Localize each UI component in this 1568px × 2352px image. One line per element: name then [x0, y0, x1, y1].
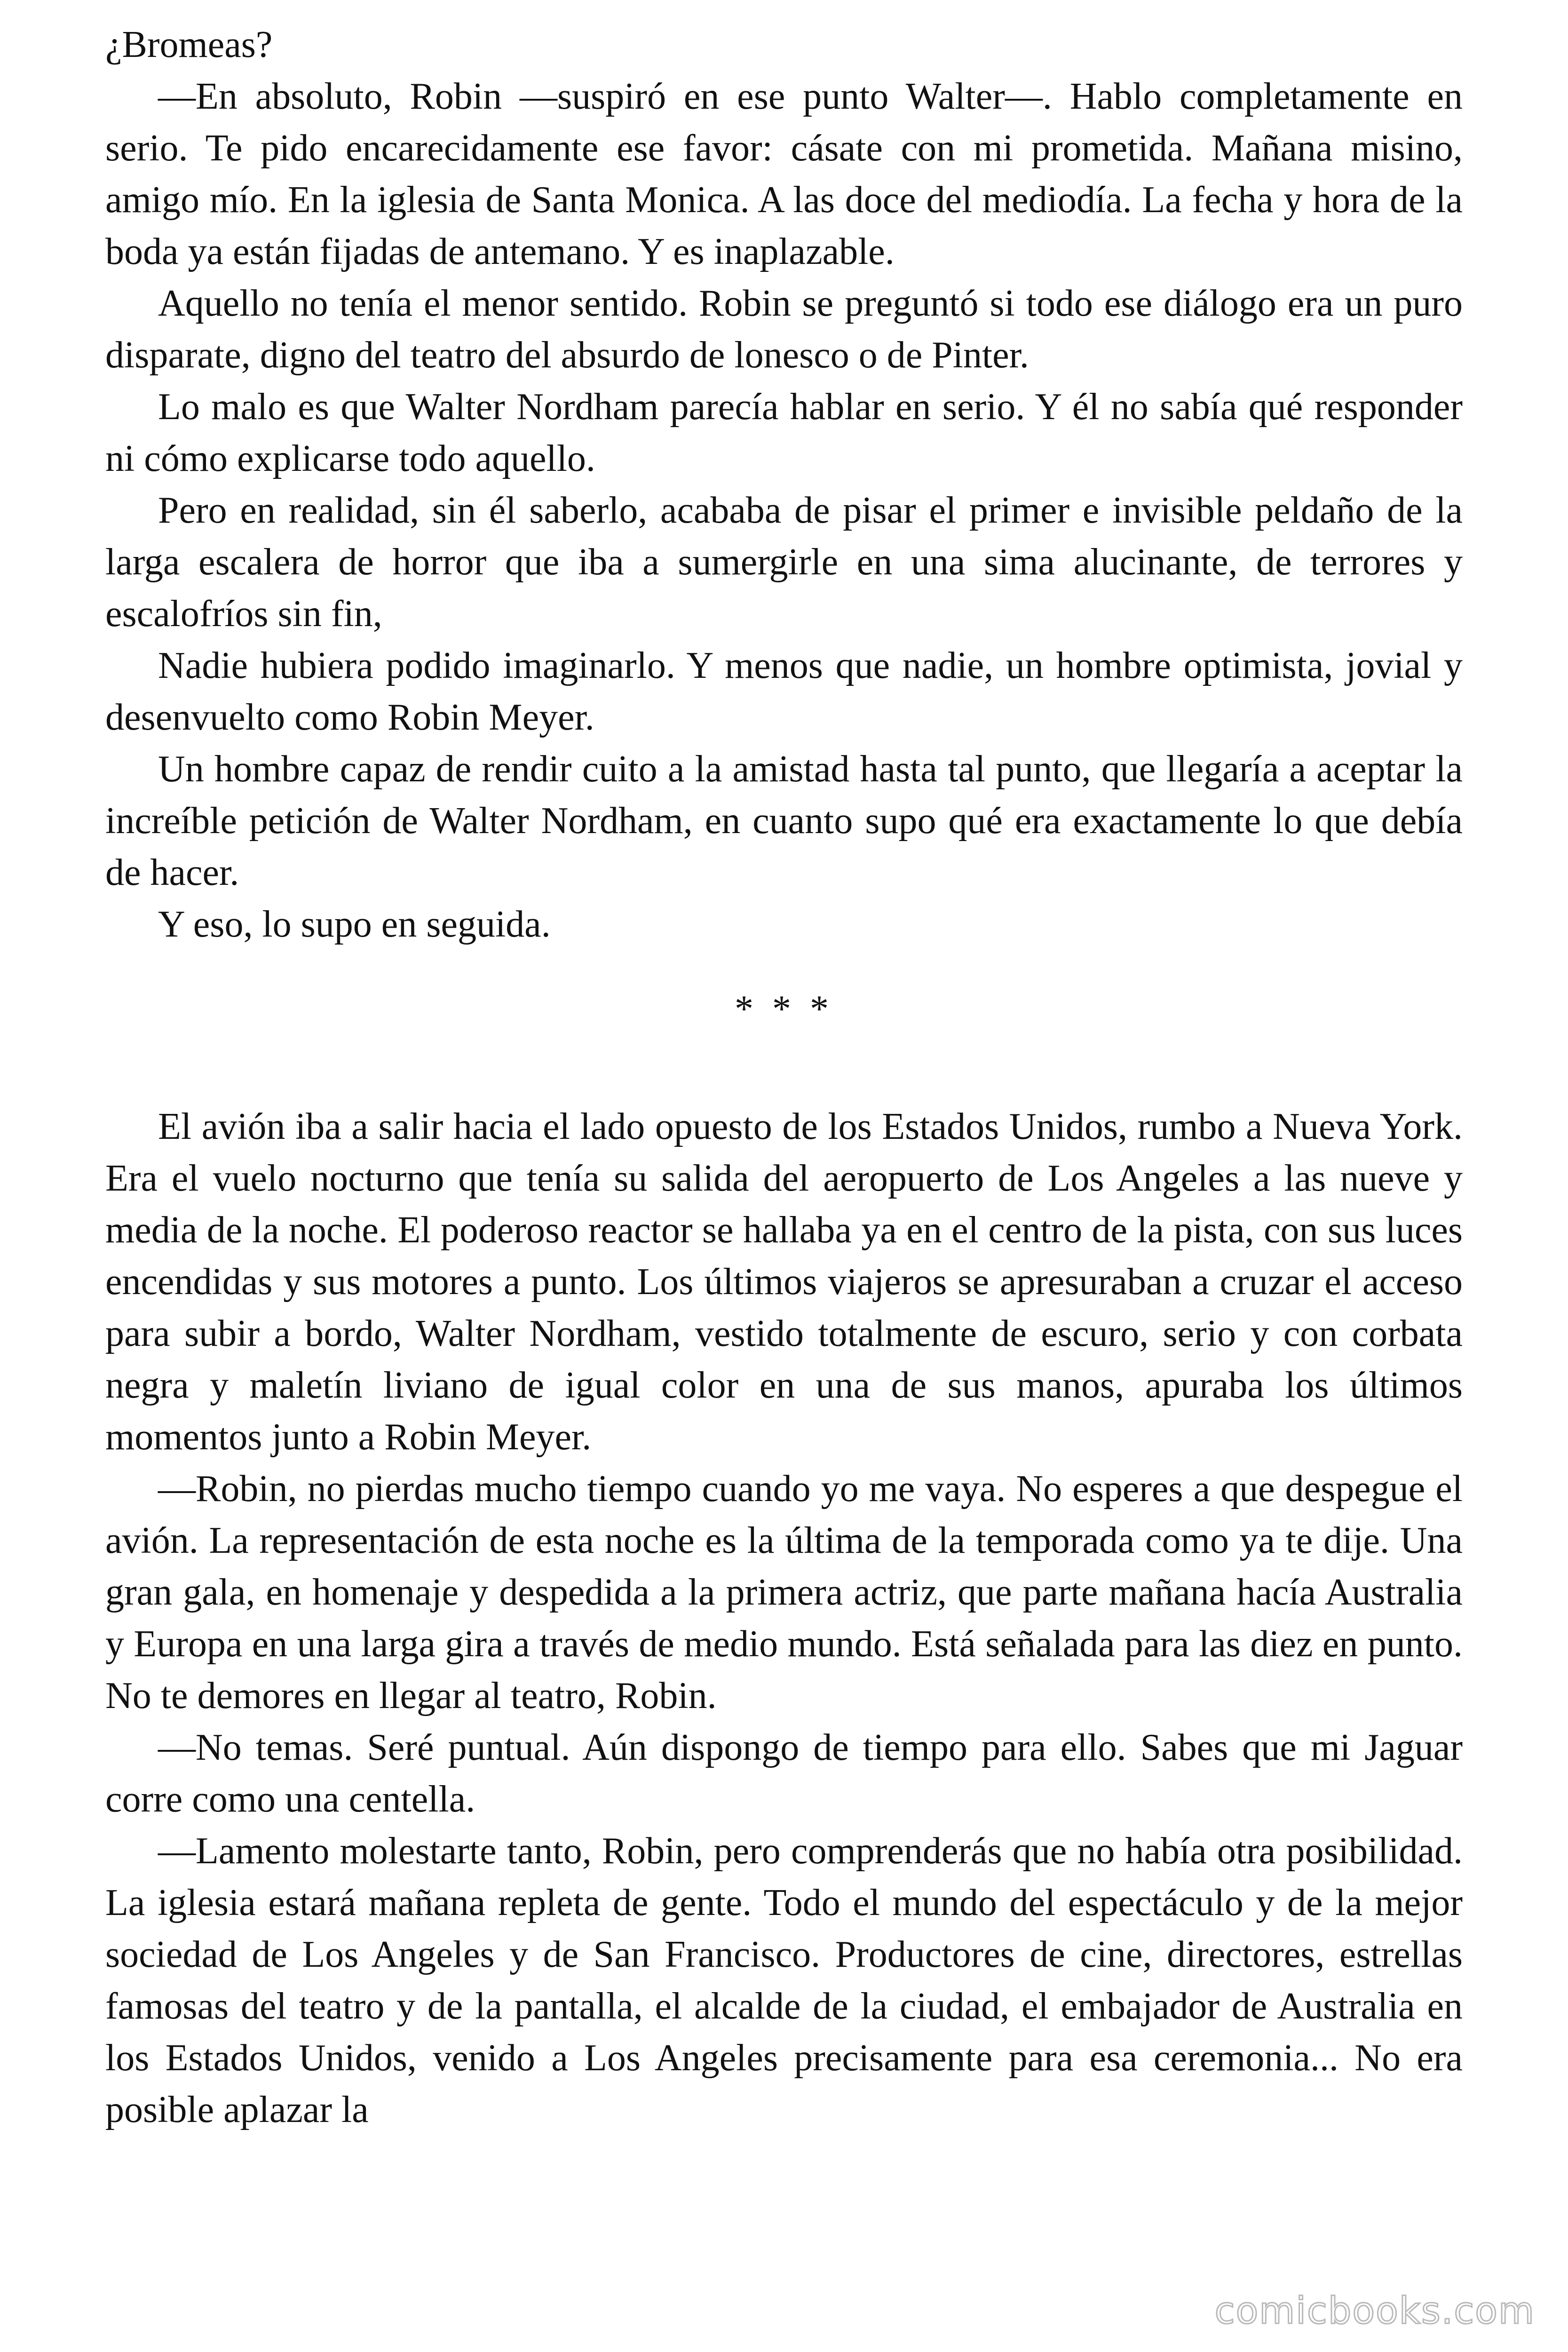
- paragraph: Pero en realidad, sin él saberlo, acababa de pisar el primer e invisible peldaño de la larga escalera de horror que iba a sumergirle en una sima alucinante, de terrores y escalofríos sin fin,: [105, 490, 1463, 635]
- page-body: [105, 19, 1463, 2136]
- paragraph: Y eso, lo supo en seguida.: [158, 904, 551, 945]
- paragraph: —Lamento molestarte tanto, Robin, pero comprenderás que no había otra posibilidad. La iglesia estará mañana repleta de gente. Todo el mundo del espectáculo y de la mejor sociedad de Los Angeles y de San Francisco. Productores de cine, directores, estrellas famosas del teatro y de la pantalla, el alcalde de la ciudad, el embajador de Australia en los Estados Unidos, venido a Los Angeles precisamente para esa ceremonia... No era posible aplazar la: [105, 1830, 1463, 2130]
- paragraph: Nadie hubiera podido imaginarlo. Y menos que nadie, un hombre optimista, jovial y desenvuelto como Robin Meyer.: [105, 645, 1463, 738]
- paragraph: —En absoluto, Robin —suspiró en ese punto Walter—. Hablo completamente en serio. Te pido encarecidamente ese favor: cásate con mi prometida. Mañana misino, amigo mío. En la iglesia de Santa Monica. A las doce del mediodía. La fecha y hora de la boda ya están fijadas de antemano. Y es inaplazable.: [105, 76, 1463, 272]
- paragraph: —No temas. Seré puntual. Aún dispongo de tiempo para ello. Sabes que mi Jaguar corre como una centella.: [105, 1727, 1463, 1820]
- paragraph: Lo malo es que Walter Nordham parecía hablar en serio. Y él no sabía qué responder ni cómo explicarse todo aquello.: [105, 386, 1463, 479]
- paragraph: —Robin, no pierdas mucho tiempo cuando yo me vaya. No esperes a que despegue el avión. La representación de esta noche es la última de la temporada como ya te dije. Una gran gala, en homenaje y despedida a la primera actriz, que parte mañana hacía Australia y Europa en una larga gira a través de medio mundo. Está señalada para las diez en punto. No te demores en llegar al teatro, Robin.: [105, 1468, 1463, 1716]
- paragraph: ¿Bromeas?: [105, 24, 273, 65]
- paragraph: Un hombre capaz de rendir cuito a la amistad hasta tal punto, que llegaría a aceptar la increíble petición de Walter Nordham, en cuanto supo qué era exactamente lo que debía de hacer.: [105, 748, 1463, 893]
- watermark: comicbooks.com: [1214, 2290, 1535, 2332]
- section-break: * * *: [735, 988, 833, 1030]
- paragraph: Aquello no tenía el menor sentido. Robin se preguntó si todo ese diálogo era un puro disparate, digno del teatro del absurdo de lonesco o de Pinter.: [105, 283, 1463, 376]
- paragraph: El avión iba a salir hacia el lado opuesto de los Estados Unidos, rumbo a Nueva York. Era el vuelo nocturno que tenía su salida del aeropuerto de Los Angeles a las nueve y media de la noche. El poderoso reactor se hallaba ya en el centro de la pista, con sus luces encendidas y sus motores a punto. Los últimos viajeros se apresuraban a cruzar el acceso para subir a bordo, Walter Nordham, vestido totalmente de escuro, serio y con corbata negra y maletín liviano de igual color en una de sus manos, apuraba los últimos momentos junto a Robin Meyer.: [105, 1106, 1463, 1458]
